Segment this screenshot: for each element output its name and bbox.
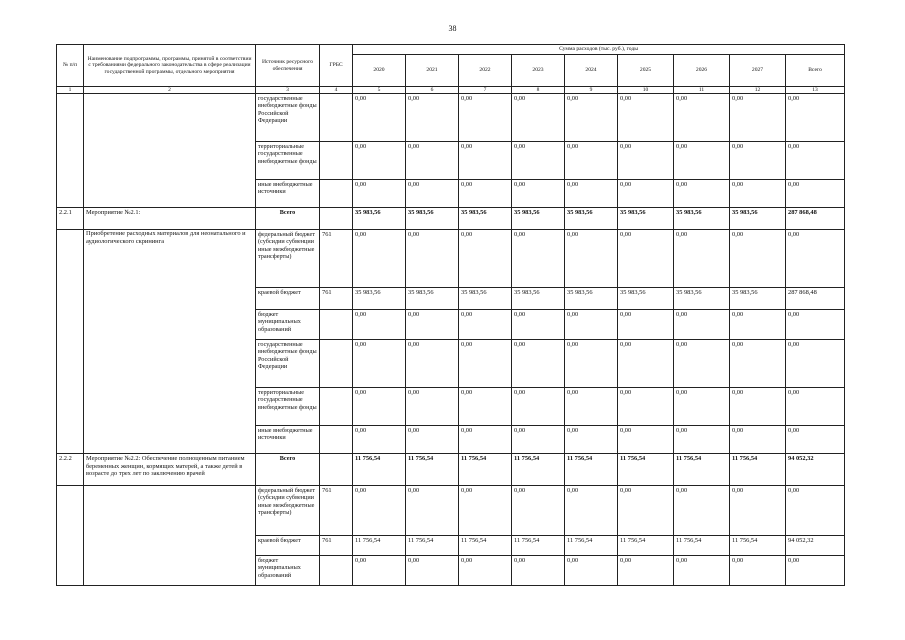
column-number: 3	[256, 87, 320, 94]
amount-cell: 0,00	[353, 556, 406, 586]
amount-cell: 11 756,54	[618, 454, 674, 486]
amount-cell: 11 756,54	[406, 536, 459, 556]
header-year: 2024	[565, 55, 618, 87]
grbs-code	[320, 454, 353, 486]
row-number	[57, 94, 84, 208]
amount-cell: 0,00	[730, 94, 786, 142]
amount-cell: 0,00	[459, 142, 512, 180]
amount-cell: 0,00	[512, 388, 565, 426]
amount-cell: 35 983,56	[353, 208, 406, 230]
amount-cell: 0,00	[512, 486, 565, 536]
amount-cell: 0,00	[730, 310, 786, 340]
amount-cell: 0,00	[730, 142, 786, 180]
amount-cell: 0,00	[406, 310, 459, 340]
amount-cell: 0,00	[786, 388, 845, 426]
amount-cell: 35 983,56	[353, 288, 406, 310]
amount-cell: 0,00	[459, 426, 512, 454]
amount-cell: 0,00	[786, 426, 845, 454]
amount-cell: 35 983,56	[459, 208, 512, 230]
column-number: 8	[512, 87, 565, 94]
funding-source: Всего	[256, 208, 320, 230]
funding-source: государственные внебюджетные фонды Российской Федерации	[256, 340, 320, 388]
amount-cell: 0,00	[406, 340, 459, 388]
grbs-code	[320, 426, 353, 454]
amount-cell: 0,00	[674, 180, 730, 208]
funding-source: территориальные государственные внебюджетные фонды	[256, 388, 320, 426]
amount-cell: 0,00	[459, 388, 512, 426]
amount-cell: 0,00	[674, 556, 730, 586]
column-number: 9	[565, 87, 618, 94]
amount-cell: 0,00	[786, 486, 845, 536]
column-number: 7	[459, 87, 512, 94]
amount-cell: 0,00	[353, 388, 406, 426]
amount-cell: 0,00	[353, 340, 406, 388]
grbs-code	[320, 94, 353, 142]
header-year: 2023	[512, 55, 565, 87]
amount-cell: 0,00	[512, 142, 565, 180]
amount-cell: 0,00	[786, 142, 845, 180]
measure-name	[84, 486, 256, 586]
amount-cell: 0,00	[786, 180, 845, 208]
amount-cell: 35 983,56	[512, 208, 565, 230]
column-number: 10	[618, 87, 674, 94]
amount-cell: 35 983,56	[512, 288, 565, 310]
measure-name: Мероприятие №2.1:	[84, 208, 256, 230]
amount-cell: 35 983,56	[730, 208, 786, 230]
grbs-code	[320, 310, 353, 340]
amount-cell: 0,00	[565, 486, 618, 536]
amount-cell: 0,00	[565, 388, 618, 426]
column-number: 13	[786, 87, 845, 94]
amount-cell: 0,00	[353, 180, 406, 208]
column-number: 11	[674, 87, 730, 94]
amount-cell: 0,00	[512, 310, 565, 340]
amount-cell: 0,00	[674, 310, 730, 340]
row-number	[57, 230, 84, 454]
amount-cell: 0,00	[786, 310, 845, 340]
amount-cell: 0,00	[730, 340, 786, 388]
amount-cell: 0,00	[565, 310, 618, 340]
amount-cell: 0,00	[786, 230, 845, 288]
amount-cell: 0,00	[565, 426, 618, 454]
amount-cell: 11 756,54	[565, 536, 618, 556]
header-year: Всего	[786, 55, 845, 87]
amount-cell: 11 756,54	[459, 454, 512, 486]
header-year: 2020	[353, 55, 406, 87]
column-number: 5	[353, 87, 406, 94]
grbs-code	[320, 180, 353, 208]
amount-cell: 0,00	[512, 230, 565, 288]
column-number: 1	[57, 87, 84, 94]
funding-source: государственные внебюджетные фонды Российской Федерации	[256, 94, 320, 142]
amount-cell: 0,00	[618, 180, 674, 208]
amount-cell: 0,00	[459, 180, 512, 208]
header-year: 2022	[459, 55, 512, 87]
funding-source: иные внебюджетные источники	[256, 180, 320, 208]
column-number: 6	[406, 87, 459, 94]
grbs-code	[320, 142, 353, 180]
amount-cell: 0,00	[565, 230, 618, 288]
amount-cell: 35 983,56	[459, 288, 512, 310]
amount-cell: 35 983,56	[406, 208, 459, 230]
table-row	[57, 454, 845, 486]
amount-cell: 0,00	[674, 340, 730, 388]
amount-cell: 0,00	[459, 230, 512, 288]
amount-cell: 94 052,32	[786, 454, 845, 486]
amount-cell: 0,00	[618, 230, 674, 288]
amount-cell: 0,00	[406, 486, 459, 536]
header-source: Источник ресурсного обеспечения	[256, 45, 320, 87]
column-number: 12	[730, 87, 786, 94]
measure-name: Мероприятие №2.2: Обеспечение полноценным питанием беременных женщин, кормящих матерей, а также детей в возрасте до трех лет по заключению врачей	[84, 454, 256, 486]
amount-cell: 0,00	[565, 340, 618, 388]
amount-cell: 35 983,56	[618, 208, 674, 230]
header-year: 2021	[406, 55, 459, 87]
amount-cell: 0,00	[674, 426, 730, 454]
funding-source: Всего	[256, 454, 320, 486]
amount-cell: 11 756,54	[730, 454, 786, 486]
amount-cell: 0,00	[406, 94, 459, 142]
amount-cell: 0,00	[512, 180, 565, 208]
amount-cell: 287 868,48	[786, 208, 845, 230]
amount-cell: 0,00	[565, 142, 618, 180]
grbs-code	[320, 208, 353, 230]
column-number: 2	[84, 87, 256, 94]
funding-source: иные внебюджетные источники	[256, 426, 320, 454]
amount-cell: 0,00	[730, 426, 786, 454]
amount-cell: 0,00	[730, 180, 786, 208]
amount-cell: 11 756,54	[618, 536, 674, 556]
amount-cell: 0,00	[618, 310, 674, 340]
amount-cell: 35 983,56	[618, 288, 674, 310]
amount-cell: 0,00	[618, 388, 674, 426]
table-row	[57, 230, 845, 288]
amount-cell: 0,00	[512, 556, 565, 586]
amount-cell: 0,00	[674, 94, 730, 142]
amount-cell: 11 756,54	[730, 536, 786, 556]
table-row	[57, 94, 845, 142]
amount-cell: 0,00	[730, 388, 786, 426]
row-number: 2.2.2	[57, 454, 84, 486]
amount-cell: 35 983,56	[730, 288, 786, 310]
amount-cell: 0,00	[406, 230, 459, 288]
amount-cell: 0,00	[512, 340, 565, 388]
amount-cell: 11 756,54	[512, 536, 565, 556]
amount-cell: 94 052,32	[786, 536, 845, 556]
amount-cell: 0,00	[353, 230, 406, 288]
grbs-code: 761	[320, 486, 353, 536]
amount-cell: 0,00	[353, 94, 406, 142]
header-year: 2025	[618, 55, 674, 87]
amount-cell: 0,00	[618, 340, 674, 388]
amount-cell: 0,00	[674, 388, 730, 426]
grbs-code: 761	[320, 536, 353, 556]
amount-cell: 11 756,54	[353, 536, 406, 556]
amount-cell: 0,00	[565, 180, 618, 208]
grbs-code: 761	[320, 230, 353, 288]
amount-cell: 11 756,54	[406, 454, 459, 486]
amount-cell: 35 983,56	[674, 208, 730, 230]
header-grbs: ГРБС	[320, 45, 353, 87]
amount-cell: 0,00	[406, 142, 459, 180]
amount-cell: 0,00	[618, 94, 674, 142]
amount-cell: 0,00	[512, 426, 565, 454]
funding-source: бюджет муниципальных образований	[256, 310, 320, 340]
grbs-code	[320, 556, 353, 586]
row-number: 2.2.1	[57, 208, 84, 230]
measure-name	[84, 94, 256, 208]
row-number	[57, 486, 84, 586]
header-sum: Сумма расходов (тыс. руб.), годы	[353, 45, 845, 55]
table-row	[57, 208, 845, 230]
amount-cell: 35 983,56	[406, 288, 459, 310]
amount-cell: 0,00	[565, 94, 618, 142]
amount-cell: 35 983,56	[565, 288, 618, 310]
amount-cell: 0,00	[353, 142, 406, 180]
amount-cell: 35 983,56	[565, 208, 618, 230]
amount-cell: 11 756,54	[674, 454, 730, 486]
grbs-code	[320, 340, 353, 388]
amount-cell: 0,00	[565, 556, 618, 586]
table-row	[57, 486, 845, 536]
grbs-code: 761	[320, 288, 353, 310]
amount-cell: 0,00	[406, 388, 459, 426]
page-number: 38	[448, 24, 457, 33]
funding-source: бюджет муниципальных образований	[256, 556, 320, 586]
amount-cell: 35 983,56	[674, 288, 730, 310]
amount-cell: 0,00	[459, 310, 512, 340]
amount-cell: 0,00	[786, 340, 845, 388]
amount-cell: 11 756,54	[353, 454, 406, 486]
amount-cell: 0,00	[353, 426, 406, 454]
amount-cell: 0,00	[353, 310, 406, 340]
amount-cell: 0,00	[730, 486, 786, 536]
funding-source: краевой бюджет	[256, 288, 320, 310]
amount-cell: 0,00	[406, 180, 459, 208]
amount-cell: 0,00	[353, 486, 406, 536]
funding-source: территориальные государственные внебюджетные фонды	[256, 142, 320, 180]
amount-cell: 0,00	[459, 340, 512, 388]
funding-source: федеральный бюджет (субсидии субвенции иные межбюджетные трансферты)	[256, 230, 320, 288]
expenses-table	[56, 44, 845, 586]
amount-cell: 0,00	[786, 556, 845, 586]
header-year: 2027	[730, 55, 786, 87]
amount-cell: 0,00	[618, 486, 674, 536]
amount-cell: 0,00	[618, 556, 674, 586]
header-no: № п/п	[57, 45, 84, 87]
funding-source: федеральный бюджет (субсидии субвенции иные межбюджетные трансферты)	[256, 486, 320, 536]
amount-cell: 0,00	[786, 94, 845, 142]
funding-source: краевой бюджет	[256, 536, 320, 556]
amount-cell: 11 756,54	[674, 536, 730, 556]
amount-cell: 0,00	[406, 426, 459, 454]
amount-cell: 11 756,54	[459, 536, 512, 556]
amount-cell: 0,00	[459, 94, 512, 142]
measure-name: Приобретение расходных материалов для неонатального и аудиологического скрининга	[84, 230, 256, 454]
amount-cell: 0,00	[618, 142, 674, 180]
amount-cell: 0,00	[730, 556, 786, 586]
header-year: 2026	[674, 55, 730, 87]
column-number: 4	[320, 87, 353, 94]
amount-cell: 11 756,54	[512, 454, 565, 486]
grbs-code	[320, 388, 353, 426]
amount-cell: 0,00	[674, 230, 730, 288]
amount-cell: 0,00	[674, 486, 730, 536]
header-name: Наименование подпрограммы, программы, принятой в соответствии с требованиями федерального законодательства в сфере реализации государственной программы, отдельного мероприятия	[84, 45, 256, 87]
amount-cell: 0,00	[674, 142, 730, 180]
amount-cell: 11 756,54	[565, 454, 618, 486]
amount-cell: 0,00	[459, 486, 512, 536]
amount-cell: 0,00	[618, 426, 674, 454]
amount-cell: 0,00	[459, 556, 512, 586]
amount-cell: 287 868,48	[786, 288, 845, 310]
amount-cell: 0,00	[512, 94, 565, 142]
amount-cell: 0,00	[730, 230, 786, 288]
amount-cell: 0,00	[406, 556, 459, 586]
